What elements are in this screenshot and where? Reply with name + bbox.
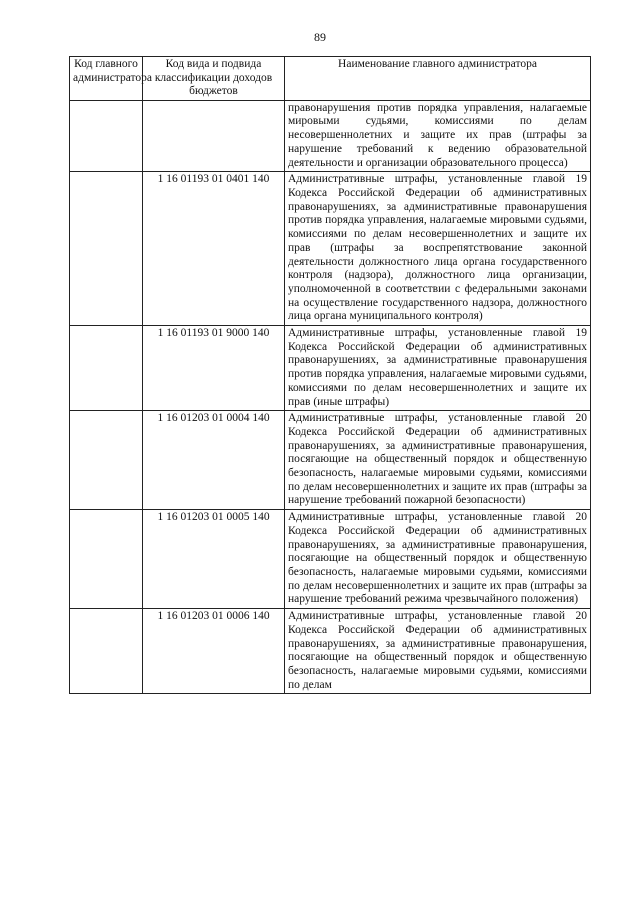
row-description: Административные штрафы, установленные главой 20 Кодекса Российской Федерации об административных правонарушениях, за административные правонарушения, посягающие на общественный порядок и общественную безопасность, налагаемые мировыми судьями, комиссиями по делам несовершеннолетних и защите их прав (штрафы за нарушение требований режима чрезвычайного положения) [285,510,591,609]
table-header-row [70,57,591,101]
row-admin-code [70,100,143,172]
row-admin-code [70,172,143,326]
header-admin-code: Код главного администратора [70,57,143,101]
table-row [70,326,591,411]
row-description: правонарушения против порядка управления, налагаемые мировыми судьями, комиссиями по делам несовершеннолетних и защите их прав (штрафы за нарушение требований к ведению образовательной деятельности и организации образовательного процесса) [285,100,591,172]
table-row [70,510,591,609]
table-row [70,609,591,694]
table-row [70,172,591,326]
row-admin-code [70,411,143,510]
header-income-code: Код вида и подвида классификации доходов бюджетов [143,57,285,101]
budget-income-table [69,56,591,694]
row-admin-code [70,326,143,411]
table-row [70,411,591,510]
row-income-code: 1 16 01203 01 0004 140 [143,411,285,510]
row-admin-code [70,609,143,694]
row-income-code: 1 16 01203 01 0006 140 [143,609,285,694]
header-admin-name: Наименование главного администратора [285,57,591,101]
row-description: Административные штрафы, установленные главой 20 Кодекса Российской Федерации об административных правонарушениях, за административные правонарушения, посягающие на общественный порядок и общественную безопасность, налагаемые мировыми судьями, комиссиями по делам несовершеннолетних и защите их прав (штрафы за нарушение требований пожарной безопасности) [285,411,591,510]
row-income-code [143,100,285,172]
row-income-code: 1 16 01193 01 0401 140 [143,172,285,326]
row-admin-code [70,510,143,609]
row-description: Административные штрафы, установленные главой 20 Кодекса Российской Федерации об административных правонарушениях, за административные правонарушения, посягающие на общественный порядок и общественную безопасность, налагаемые мировыми судьями, комиссиями по делам [285,609,591,694]
page-number: 89 [314,30,326,44]
row-income-code: 1 16 01193 01 9000 140 [143,326,285,411]
table-row [70,100,591,172]
row-description: Административные штрафы, установленные главой 19 Кодекса Российской Федерации об административных правонарушениях, за административные правонарушения против порядка управления, налагаемые мировыми судьями, комиссиями по делам несовершеннолетних и защите их прав (иные штрафы) [285,326,591,411]
row-description: Административные штрафы, установленные главой 19 Кодекса Российской Федерации об административных правонарушениях, за административные правонарушения против порядка управления, налагаемые мировыми судьями, комиссиями по делам несовершеннолетних и защите их прав (штрафы за воспрепятствование законной деятельности должностного лица органа государственного контроля (надзора), должностного лица организации, уполномоченной в соответствии с федеральными законами на осуществление государственного надзора, должностного лица органа муниципального контроля) [285,172,591,326]
row-income-code: 1 16 01203 01 0005 140 [143,510,285,609]
